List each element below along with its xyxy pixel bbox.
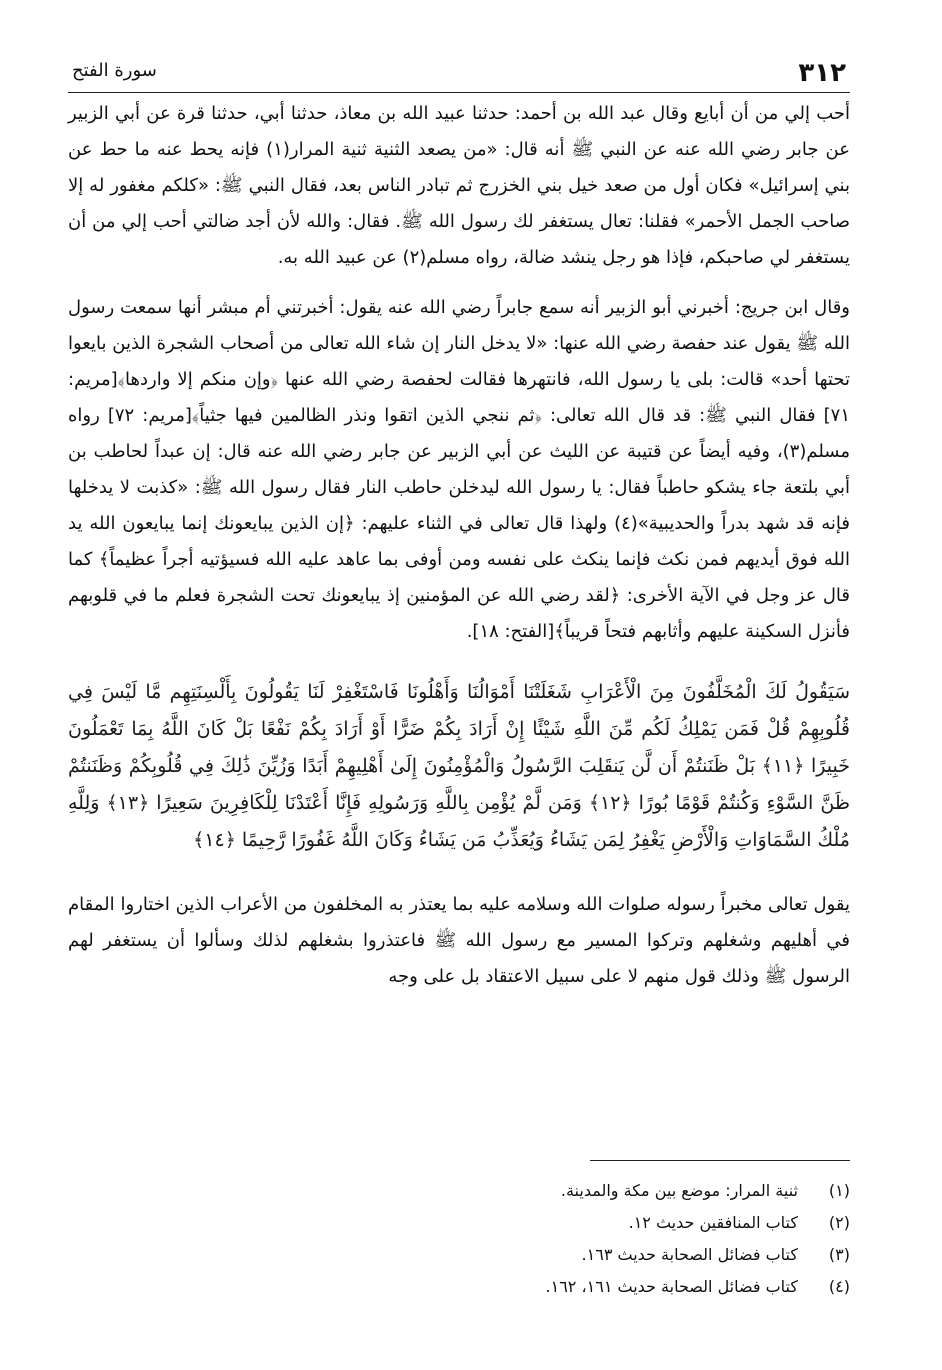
book-page [68,40,850,1340]
footnote-text: ثنية المرار: موضع بين مكة والمدينة. [560,1181,798,1200]
footnote-item [68,1271,850,1303]
footnote-item [68,1239,850,1271]
page-number: ٣١٢ [798,58,846,88]
footnote-number: (٣) [828,1245,850,1264]
footnote-text: كتاب المنافقين حديث ١٢. [628,1213,798,1232]
footnote-divider [590,1160,850,1161]
page-body [68,96,850,995]
footnote-number: (١) [828,1181,850,1200]
footnote-text: كتاب فضائل الصحابة حديث ١٦٣. [581,1245,798,1264]
quran-verses-block: سَيَقُولُ لَكَ الْمُخَلَّفُونَ مِنَ الْأَعْرَابِ شَغَلَتْنَا أَمْوَالُنَا وَأَهْلُونَا فَاسْتَغْفِرْ لَنَا يَقُولُونَ بِأَلْسِنَتِهِم مَّا لَيْسَ فِي قُلُوبِهِمْ قُلْ فَمَن يَمْلِكُ لَكُم مِّنَ اللَّهِ شَيْئًا إِنْ أَرَادَ بِكُمْ ضَرًّا أَوْ أَرَادَ بِكُمْ نَفْعًا بَلْ كَانَ اللَّهُ بِمَا تَعْمَلُونَ خَبِيرًا ﴿١١﴾ بَلْ ظَنَنتُمْ أَن لَّن يَنقَلِبَ الرَّسُولُ وَالْمُؤْمِنُونَ إِلَىٰ أَهْلِيهِمْ أَبَدًا وَزُيِّنَ ذَٰلِكَ فِي قُلُوبِكُمْ وَظَنَنتُمْ ظَنَّ السَّوْءِ وَكُنتُمْ قَوْمًا بُورًا ﴿١٢﴾ وَمَن لَّمْ يُؤْمِن بِاللَّهِ وَرَسُولِهِ فَإِنَّا أَعْتَدْنَا لِلْكَافِرِينَ سَعِيرًا ﴿١٣﴾ وَلِلَّهِ مُلْكُ السَّمَاوَاتِ وَالْأَرْضِ يَغْفِرُ لِمَن يَشَاءُ وَيُعَذِّبُ مَن يَشَاءُ وَكَانَ اللَّهُ غَفُورًا رَّحِيمًا ﴿١٤﴾ [68,681,850,851]
footnote-item [68,1175,850,1207]
footnote-text: كتاب فضائل الصحابة حديث ١٦١، ١٦٢. [545,1277,798,1296]
hadith-paragraph-2: وقال ابن جريج: أخبرني أبو الزبير أنه سمع جابراً رضي الله عنه يقول: أخبرتني أم مبشر أنها سمعت رسول الله ﷺ يقول عند حفصة رضي الله عنها: «لا يدخل النار إن شاء الله تعالى من أصحاب الشجرة الذين بايعوا تحتها أحد» قالت: بلى يا رسول الله، فانتهرها فقالت لحفصة رضي الله عنها ﴿وإن منكم إلا واردها﴾[مريم: ٧١] فقال النبي ﷺ: قد قال الله تعالى: ﴿ثم ننجي الذين اتقوا ونذر الظالمين فيها جثياً﴾[مريم: ٧٢] رواه مسلم(٣)، وفيه أيضاً عن قتيبة عن الليث عن أبي الزبير عن جابر رضي الله عنه قال: إن عبداً لحاطب بن أبي بلتعة جاء يشكو حاطباً فقال: يا رسول الله ليدخلن حاطب النار فقال رسول الله ﷺ: «كذبت لا يدخلها فإنه قد شهد بدراً والحديبية»(٤) ولهذا قال تعالى في الثناء عليهم: ﴿إن الذين يبايعونك إنما يبايعون الله يد الله فوق أيديهم فمن نكث فإنما ينكث على نفسه ومن أوفى بما عاهد عليه الله فسيؤتيه أجراً عظيماً﴾ كما قال عز وجل في الآية الأخرى: ﴿لقد رضي الله عن المؤمنين إذ يبايعونك تحت الشجرة فعلم ما في قلوبهم فأنزل السكينة عليهم وأثابهم فتحاً قريباً﴾[الفتح: ١٨]. [68,297,850,642]
footnote-list [68,1175,850,1303]
hadith-paragraph-1: أحب إلي من أن أبايع وقال عبد الله بن أحمد: حدثنا عبيد الله بن معاذ، حدثنا أبي، حدثنا قرة عن أبي الزبير عن جابر رضي الله عنه عن النبي ﷺ أنه قال: «من يصعد الثنية ثنية المرار(١) فإنه يحط عنه ما حط عن بني إسرائيل» فكان أول من صعد خيل بني الخزرج ثم تبادر الناس بعد، فقال النبي ﷺ: «كلكم مغفور له إلا صاحب الجمل الأحمر» فقلنا: تعال يستغفر لك رسول الله ﷺ. فقال: والله لأن أجد ضالتي أحب إلي من أن يستغفر لي صاحبكم، فإذا هو رجل ينشد ضالة، رواه مسلم(٢) عن عبيد الله به. [68,103,850,268]
footnote-number: (٤) [828,1277,850,1296]
footnote-number: (٢) [828,1213,850,1232]
surah-title: سورة الفتح [72,60,157,81]
footnote-item [68,1207,850,1239]
tafsir-paragraph: يقول تعالى مخبراً رسوله صلوات الله وسلامه عليه بما يعتذر به المخلفون من الأعراب الذين اختاروا المقام في أهليهم وشغلهم وتركوا المسير مع رسول الله ﷺ فاعتذروا بشغلهم لذلك وسألوا أن يستغفر لهم الرسول ﷺ وذلك قول منهم لا على سبيل الاعتقاد بل على وجه [68,894,850,987]
footnotes-section [68,1160,850,1303]
page-header [68,52,850,93]
